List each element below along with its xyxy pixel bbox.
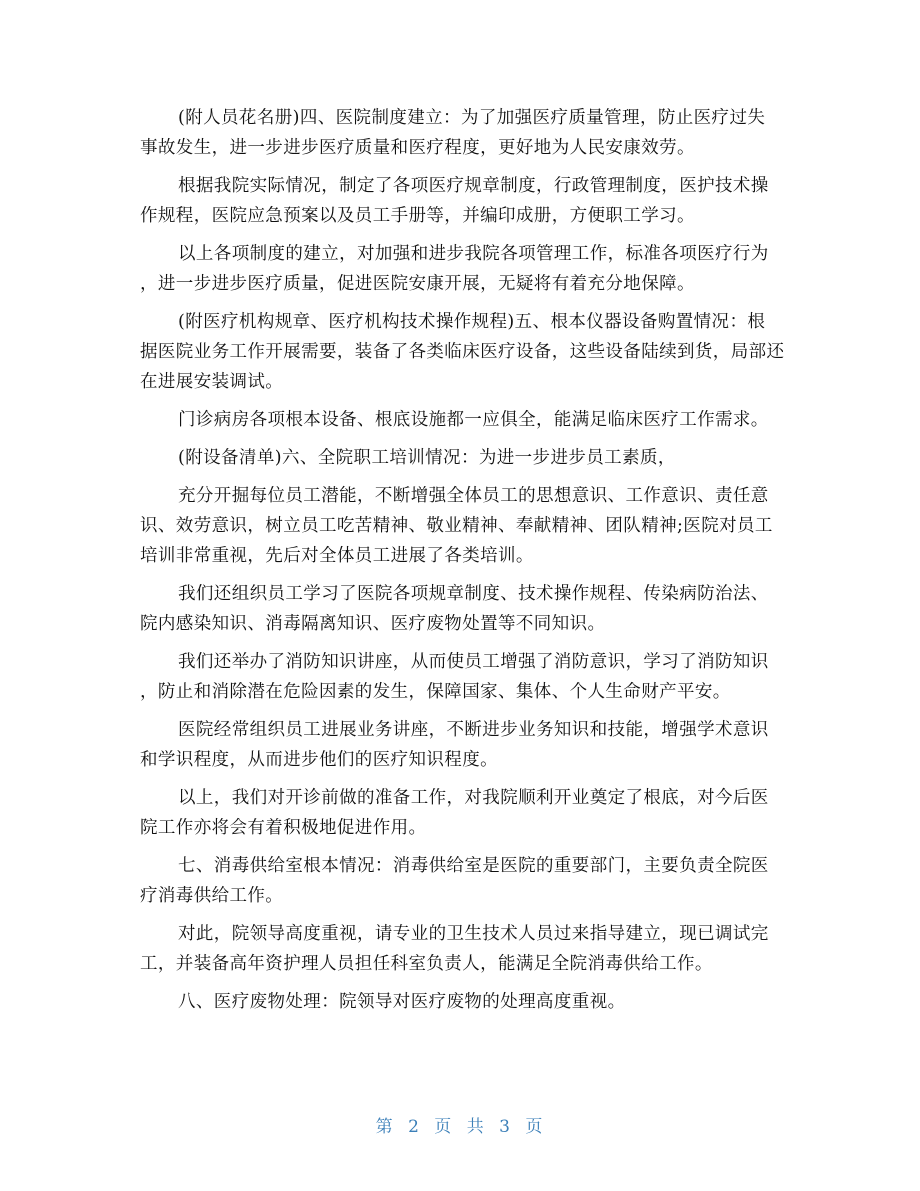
paragraph (140, 647, 790, 707)
paragraph-line: 我们还组织员工学习了医院各项规章制度、技术操作规程、传染病防治法、 (178, 584, 769, 604)
paragraph-line: 八、医疗废物处理：院领导对医疗废物的处理高度重视。 (178, 992, 626, 1012)
paragraph-line: (附人员花名册)四、医院制度建立：为了加强医疗质量管理，防止医疗过失 (178, 108, 766, 128)
paragraph (140, 239, 790, 299)
page-number-total: 3 (499, 1117, 512, 1137)
paragraph-line: 和学识程度，从而进步他们的医疗知识程度。 (140, 750, 498, 770)
paragraph (140, 307, 790, 397)
page-total-label: 共 (466, 1117, 486, 1137)
paragraph (140, 919, 790, 979)
paragraph-line: 门诊病房各项根本设备、根底设施都一应俱全，能满足临床医疗工作需求。 (178, 410, 769, 430)
paragraph (140, 481, 790, 571)
paragraph (140, 103, 790, 163)
paragraph-line: (附设备清单)六、全院职工培训情况：为进一步进步员工素质， (178, 448, 676, 468)
paragraph-line: 在进展安装调试。 (140, 372, 284, 392)
paragraph (140, 783, 790, 843)
paragraph (140, 171, 790, 231)
paragraph (140, 987, 790, 1017)
paragraph-line: 医院经常组织员工进展业务讲座，不断进步业务知识和技能，增强学术意识 (178, 720, 769, 740)
paragraph-line: 工，并装备高年资护理人员担任科室负责人，能满足全院消毒供给工作。 (140, 954, 713, 974)
paragraph (140, 405, 790, 435)
page-number-suffix: 页 (525, 1117, 545, 1137)
paragraph-line: 院工作亦将会有着积极地促进作用。 (140, 818, 427, 838)
paragraph-line: 充分开掘每位员工潜能，不断增强全体员工的思想意识、工作意识、责任意 (178, 486, 769, 506)
paragraph-line: 作规程，医院应急预案以及员工手册等，并编印成册，方便职工学习。 (140, 206, 695, 226)
paragraph-line: ，防止和消除潜在危险因素的发生，保障国家、集体、个人生命财产平安。 (140, 682, 731, 702)
paragraph-line: 培训非常重视，先后对全体员工进展了各类培训。 (140, 546, 534, 566)
paragraph-line: ，进一步进步医疗质量，促进医院安康开展，无疑将有着充分地保障。 (140, 274, 695, 294)
paragraph-line: 据医院业务工作开展需要，装备了各类临床医疗设备，这些设备陆续到货，局部还 (140, 342, 785, 362)
paragraph-line: 以上各项制度的建立，对加强和进步我院各项管理工作，标准各项医疗行为 (178, 244, 769, 264)
paragraph-line: 根据我院实际情况，制定了各项医疗规章制度，行政管理制度，医护技术操 (178, 176, 769, 196)
paragraph-line: 疗消毒供给工作。 (140, 886, 284, 906)
document-body (140, 103, 790, 1017)
page-footer (0, 1112, 920, 1137)
paragraph-line: 事故发生，进一步进步医疗质量和医疗程度，更好地为人民安康效劳。 (140, 138, 695, 158)
paragraph (140, 715, 790, 775)
paragraph-line: 院内感染知识、消毒隔离知识、医疗废物处置等不同知识。 (140, 614, 606, 634)
paragraph (140, 443, 790, 473)
paragraph-line: 识、效劳意识，树立员工吃苦精神、敬业精神、奉献精神、团队精神;医院对员工 (140, 516, 773, 536)
page-number-prefix: 第 (375, 1117, 395, 1137)
paragraph-line: 七、消毒供给室根本情况：消毒供给室是医院的重要部门，主要负责全院医 (178, 856, 769, 876)
page-number-current: 2 (408, 1117, 421, 1137)
paragraph (140, 579, 790, 639)
paragraph-line: (附医疗机构规章、医疗机构技术操作规程)五、根本仪器设备购置情况：根 (178, 312, 766, 332)
paragraph (140, 851, 790, 911)
paragraph-line: 我们还举办了消防知识讲座，从而使员工增强了消防意识，学习了消防知识 (178, 652, 769, 672)
paragraph-line: 以上，我们对开诊前做的准备工作，对我院顺利开业奠定了根底，对今后医 (178, 788, 769, 808)
paragraph-line: 对此，院领导高度重视，请专业的卫生技术人员过来指导建立，现已调试完 (178, 924, 769, 944)
page-number-label: 页 (434, 1117, 454, 1137)
